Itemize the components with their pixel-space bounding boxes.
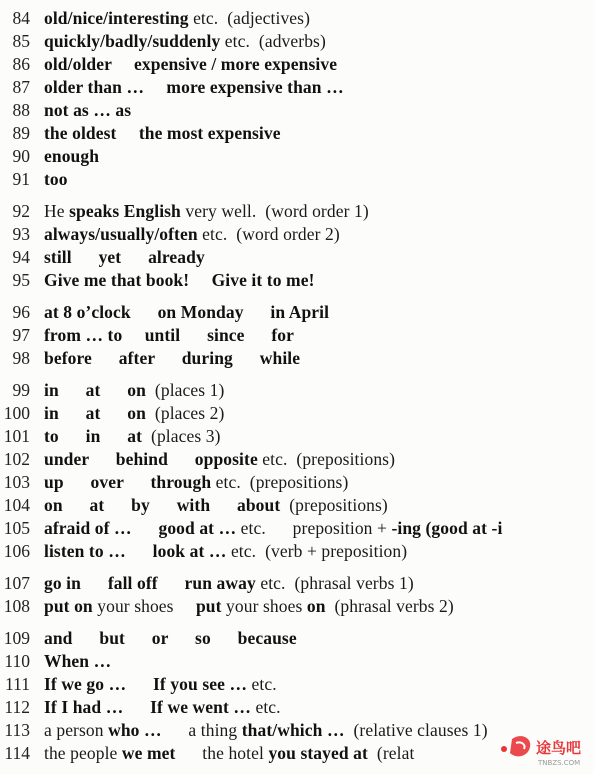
unit-number: 88 [12,100,30,120]
unit-number: 102 [3,449,30,469]
bold-term: quickly/badly/suddenly [44,31,221,51]
unit-number: 107 [3,573,30,593]
bold-term: in at on [44,380,146,400]
unit-number: 95 [12,270,30,290]
unit-number: 104 [3,495,30,515]
bold-term: to in at [44,426,143,446]
unit-title [44,719,488,741]
unit-number: 101 [3,426,30,446]
bold-term: at 8 o’clock on Monday in April [44,302,330,322]
unit-title [44,448,395,470]
unit-title [44,673,277,695]
bold-term: speaks English [69,201,181,221]
plain-text: etc. (adverbs) [220,31,326,51]
bold-term: always/usually/often [44,224,198,244]
bold-term: too [44,169,68,189]
unit-number: 109 [3,628,30,648]
plain-text: etc. preposition + [236,518,392,538]
unit-number: 112 [4,697,30,717]
plain-text: etc. (adjectives) [188,8,311,28]
unit-title [44,53,337,75]
bold-term: before after during while [44,348,301,368]
unit-title [44,595,454,617]
unit-title [44,696,281,718]
bold-term: old/older expensive / more expensive [44,54,338,74]
unit-number: 86 [12,54,30,74]
unit-number: 94 [12,247,30,267]
plain-text: (places 3) [142,426,221,446]
bold-term: that/which … [241,720,345,740]
unit-title [44,324,294,346]
bold-term: not as … as [44,100,132,120]
unit-number: 100 [3,403,30,423]
unit-number: 110 [4,651,30,671]
unit-number: 99 [12,380,30,400]
bold-term: on [306,596,326,616]
unit-number: 91 [12,169,30,189]
unit-number: 96 [12,302,30,322]
plain-text: your shoes [221,596,307,616]
plain-text: etc. (verb + preposition) [226,541,408,561]
unit-title [44,517,502,539]
plain-text: etc. [250,697,281,717]
plain-text: your shoes [92,596,196,616]
unit-number: 84 [12,8,30,28]
bold-term: who … [108,720,162,740]
bold-term: If I had … If we went … [44,697,251,717]
plain-text: (relat [367,743,415,763]
unit-number: 103 [3,472,30,492]
unit-title [44,540,407,562]
bold-term: listen to … look at … [44,541,227,561]
unit-title [44,347,300,369]
bold-term: afraid of … good at … [44,518,237,538]
unit-number: 85 [12,31,30,51]
plain-text: etc. (prepositions) [211,472,349,492]
plain-text: (places 2) [145,403,225,423]
bold-term: up over through [44,472,212,492]
bold-term: -ing (good at -i [391,518,503,538]
plain-text: He [44,201,70,221]
bold-term: under behind opposite [44,449,258,469]
plain-text: etc. (phrasal verbs 1) [255,573,414,593]
unit-number: 93 [12,224,30,244]
bold-term: you stayed at [268,743,368,763]
unit-number: 87 [12,77,30,97]
unit-title [44,122,281,144]
unit-title [44,402,224,424]
plain-text: a thing [161,720,242,740]
unit-title [44,471,348,493]
bold-term: put on [44,596,93,616]
bold-term: still yet already [44,247,205,267]
watermark-logo [494,729,592,769]
bold-term: When … [44,651,112,671]
bold-term: old/nice/interesting [44,8,189,28]
unit-title [44,650,111,672]
bold-term: the oldest the most expensive [44,123,281,143]
unit-number: 89 [12,123,30,143]
unit-title [44,145,99,167]
unit-number: 113 [4,720,30,740]
bold-term: and but or so because [44,628,297,648]
unit-number: 97 [12,325,30,345]
unit-title [44,200,369,222]
unit-title [44,99,131,121]
unit-number: 114 [4,743,30,763]
bold-term: If we go … If you see … [44,674,248,694]
unit-number: 108 [3,596,30,616]
plain-text: etc. (word order 2) [197,224,340,244]
bold-term: put [195,596,222,616]
watermark-url: TNBZS.COM [538,759,581,767]
bold-term: Give me that book! Give it to me! [44,270,315,290]
plain-text: a person [44,720,109,740]
bold-term: enough [44,146,100,166]
plain-text: the people [44,743,122,763]
unit-title [44,494,388,516]
unit-title [44,572,414,594]
watermark-bird-icon [494,729,592,769]
unit-title [44,742,414,764]
unit-title [44,379,224,401]
plain-text: very well. (word order 1) [180,201,369,221]
unit-title [44,7,310,29]
unit-title [44,168,68,190]
bold-term: we met [121,743,176,763]
bold-term: from … to until since for [44,325,295,345]
bold-term: older than … more expensive than … [44,77,344,97]
bold-term: go in fall off run away [44,573,256,593]
unit-title [44,246,205,268]
bold-term: in at on [44,403,146,423]
plain-text: (places 1) [145,380,225,400]
bold-term: on at by with about [44,495,281,515]
unit-number: 106 [3,541,30,561]
watermark-site-name: 途鸟吧 [536,739,582,757]
plain-text: (prepositions) [280,495,388,515]
unit-title [44,269,315,291]
plain-text: etc. (prepositions) [257,449,396,469]
unit-title [44,30,326,52]
unit-number: 98 [12,348,30,368]
unit-number: 111 [5,674,30,694]
unit-title [44,301,329,323]
unit-title [44,223,340,245]
unit-number: 92 [12,201,30,221]
plain-text: the hotel [175,743,269,763]
unit-title [44,76,344,98]
unit-title [44,425,221,447]
plain-text: (relative clauses 1) [344,720,488,740]
unit-number: 105 [3,518,30,538]
unit-title [44,627,297,649]
unit-number: 90 [12,146,30,166]
plain-text: (phrasal verbs 2) [325,596,454,616]
plain-text: etc. [247,674,277,694]
